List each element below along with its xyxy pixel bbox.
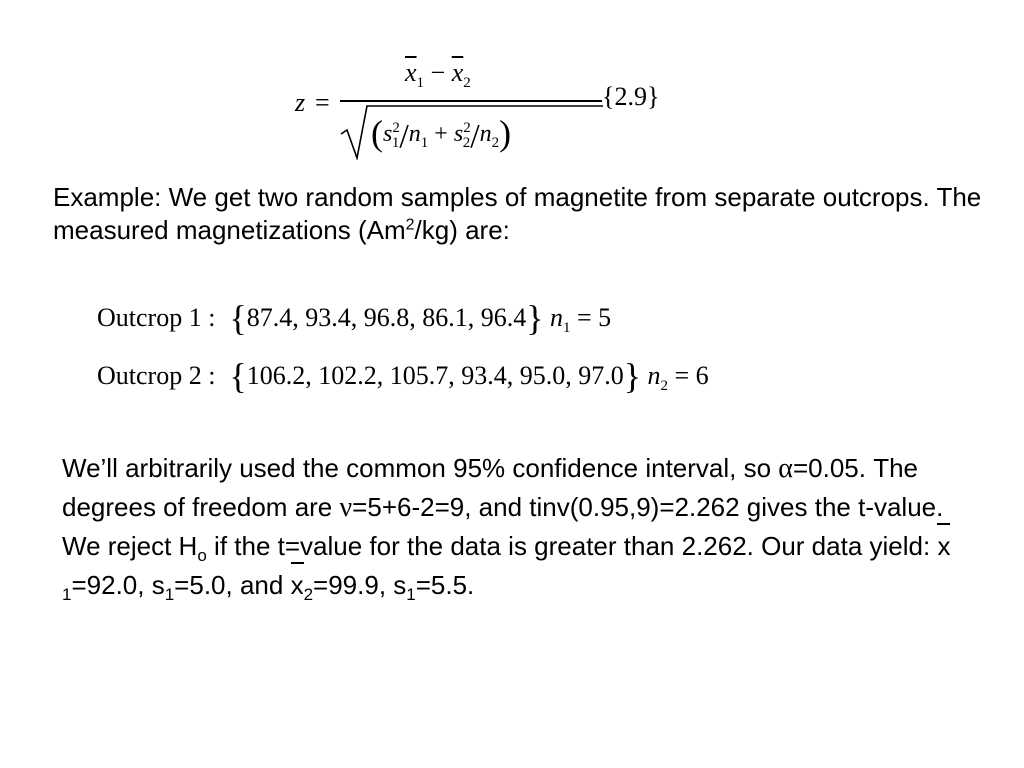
outcrop-2-label: Outcrop 2 : (97, 361, 216, 390)
nu-symbol: ν (339, 492, 353, 523)
numerator-x2: $\overline{x}$ (451, 58, 464, 87)
x2-bar: x (291, 566, 304, 605)
outcrop-2-count: = 6 (674, 361, 709, 390)
numerator-minus: − (430, 58, 446, 87)
outcrop-1-count: = 5 (576, 303, 612, 332)
formula-denominator: $(s^2_1/n_1 + s^2_2/n_2)$ (371, 113, 512, 155)
x1-bar: x (937, 527, 950, 566)
formula-equals: = (315, 88, 330, 117)
outcrop-2-row: Outcrop 2 : {106.2, 102.2, 105.7, 93.4, 95.0, 97.0} $n_2 = 6$ (97, 356, 709, 396)
outcrop-2-values: 106.2, 102.2, 105.7, 93.4, 95.0, 97.0 (246, 361, 624, 390)
confidence-paragraph: We’ll arbitrarily used the common 95% confidence interval, so α=0.05. The degrees of freedom are ν=5+6-2=9, and tinv(0.95,9)=2.262 gives the t-value. We reject $H_o$ if the t=value for the data is greater than 2.262. Our data yield: $x_1=92.0$, $s_1=5.0$, and $x_2=99.9$, $s_1=5.5$. (62, 453, 951, 605)
formula-numerator: $\overline{x}_1 - \overline{x}_2$ (405, 58, 471, 92)
fraction-bar (340, 100, 602, 102)
alpha-symbol: α (778, 453, 793, 484)
numerator-x1: $\overline{x}$ (405, 58, 417, 87)
formula-z: z (295, 88, 306, 117)
outcrop-1-values: 87.4, 93.4, 96.8, 86.1, 96.4 (246, 303, 527, 332)
example-paragraph: Example: We get two random samples of magnetite from separate outcrops. The measured magnetizations (Am$^2$/kg) are: (53, 182, 982, 245)
equation-number: {2.9} (602, 82, 660, 111)
outcrop-1-label: Outcrop 1 : (97, 303, 216, 332)
formula-2-9 (295, 60, 695, 160)
outcrop-1-row: Outcrop 1 : {87.4, 93.4, 96.8, 86.1, 96.4} $n_1 = 5$ (97, 298, 612, 338)
